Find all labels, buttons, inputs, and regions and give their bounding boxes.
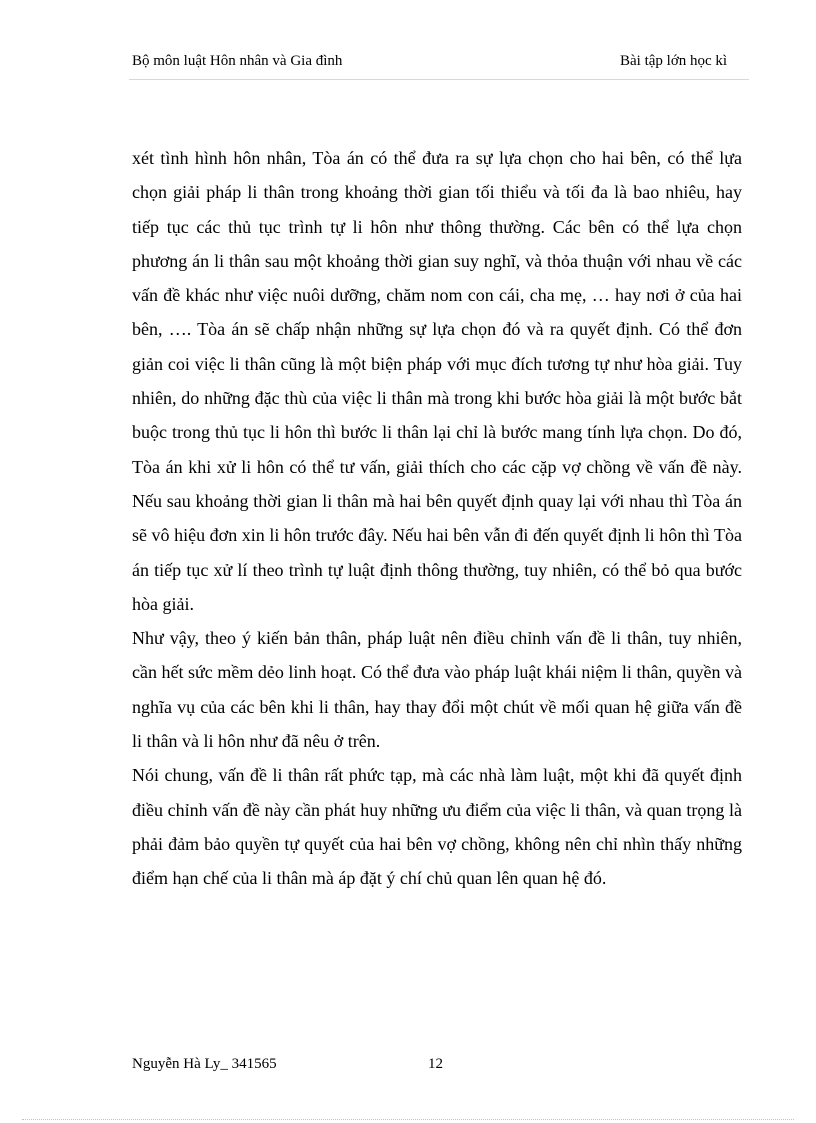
document-body [132, 141, 742, 896]
paragraph-3: Nói chung, vấn đề li thân rất phức tạp, mà các nhà làm luật, một khi đã quyết định điều chỉnh vấn đề này cần phát huy những ưu điểm của việc li thân, và quan trọng là phải đảm bảo quyền tự quyết của hai bên vợ chồng, không nên chỉ nhìn thấy những điểm hạn chế của li thân mà áp đặt ý chí chủ quan lên quan hệ đó. [132, 765, 742, 889]
header-divider [129, 79, 749, 80]
page-number: 12 [428, 1056, 443, 1072]
footer-author: Nguyễn Hà Ly_ 341565 [132, 1056, 277, 1072]
header-course-title: Bộ môn luật Hôn nhân và Gia đình [132, 53, 343, 69]
paragraph-1: xét tình hình hôn nhân, Tòa án có thể đưa ra sự lựa chọn cho hai bên, có thể lựa chọn giải pháp li thân trong khoảng thời gian tối thiểu và tối đa là bao nhiêu, hay tiếp tục các thủ tục trình tự li hôn như thông thường. Các bên có thể lựa chọn phương án li thân sau một khoảng thời gian suy nghĩ, và thỏa thuận với nhau về các vấn đề khác như việc nuôi dưỡng, chăm nom con cái, cha mẹ, … hay nơi ở của hai bên, …. Tòa án sẽ chấp nhận những sự lựa chọn đó và ra quyết định. Có thể đơn giản coi việc li thân cũng là một biện pháp với mục đích tương tự như hòa giải. Tuy nhiên, do những đặc thù của việc li thân mà trong khi bước hòa giải là một bước bắt buộc trong thủ tục li hôn thì bước li thân lại chỉ là bước mang tính lựa chọn. Do đó, Tòa án khi xử li hôn có thể tư vấn, giải thích cho các cặp vợ chồng về vấn đề này. Nếu sau khoảng thời gian li thân mà hai bên quyết định quay lại với nhau thì Tòa án sẽ vô hiệu đơn xin li hôn trước đây. Nếu hai bên vẫn đi đến quyết định li hôn thì Tòa án tiếp tục xử lí theo trình tự luật định thông thường, tuy nhiên, có thể bỏ qua bước hòa giải. [132, 148, 742, 614]
header-assignment-title: Bài tập lớn học kì [620, 53, 728, 69]
paragraph-2: Như vậy, theo ý kiến bản thân, pháp luật nên điều chỉnh vấn đề li thân, tuy nhiên, cần hết sức mềm dẻo linh hoạt. Có thể đưa vào pháp luật khái niệm li thân, quyền và nghĩa vụ của các bên khi li thân, hay thay đổi một chút về mối quan hệ giữa vấn đề li thân và li hôn như đã nêu ở trên. [132, 628, 742, 752]
page-break-divider [22, 1119, 794, 1120]
